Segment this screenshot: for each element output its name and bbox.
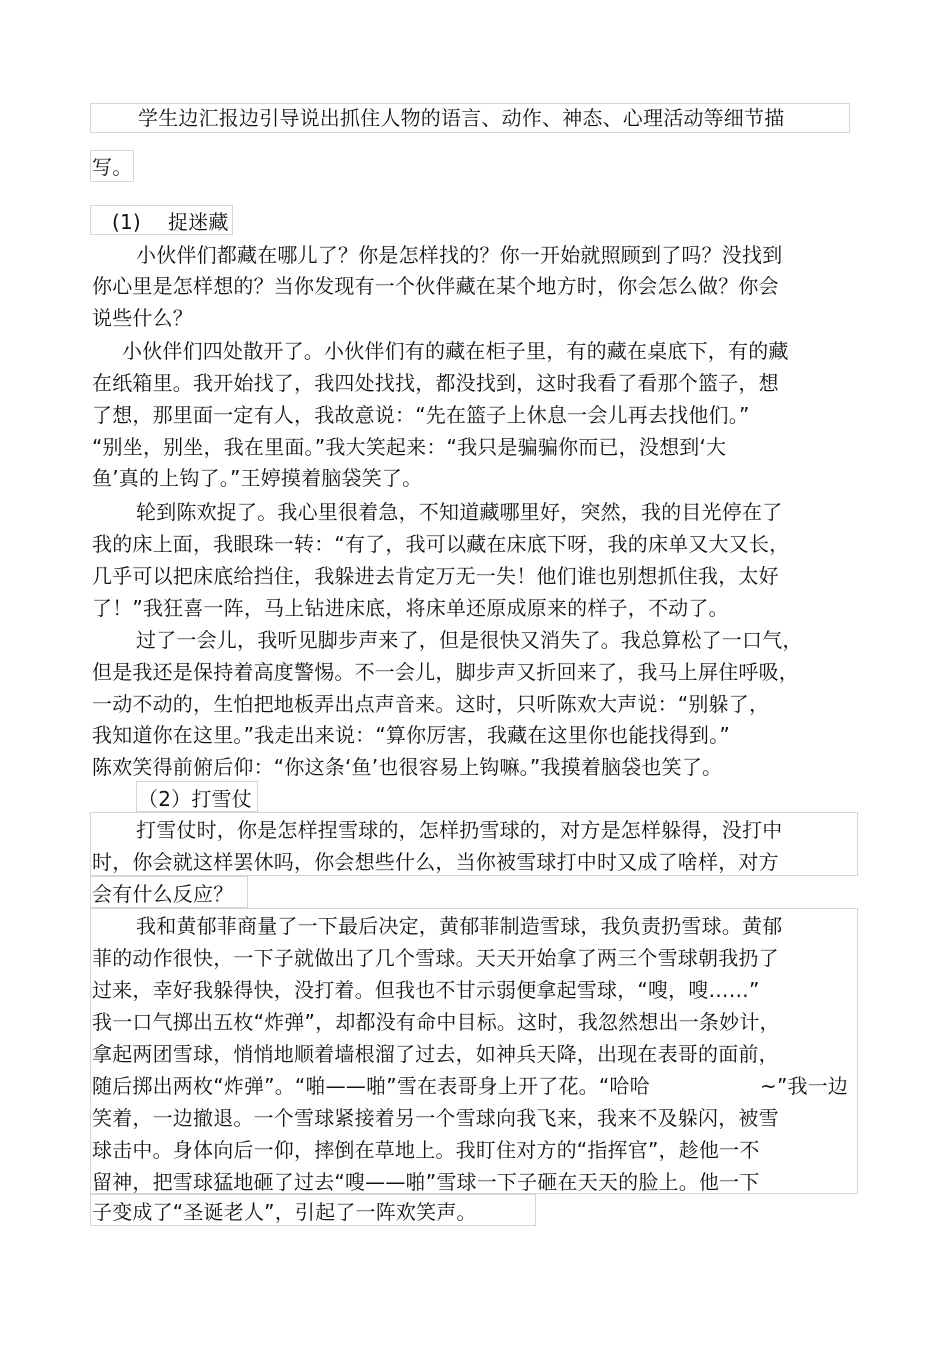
section1-para3-line: 我知道你在这里。”我走出来说：“算你厉害，我藏在这里你也能找得到。”	[92, 723, 730, 747]
section2-para-line: 过来，幸好我躲得快，没打着。但我也不甘示弱便拿起雪球，“嗖，嗖……”	[92, 978, 760, 1002]
section2-para-line: 球击中。身体向后一仰，摔倒在草地上。我盯住对方的“指挥官”，趁他一不	[92, 1138, 760, 1162]
section2-para-line: 菲的动作很快，一下子就做出了几个雪球。天天开始拿了两三个雪球朝我扔了	[92, 946, 779, 970]
section1-para2-line: 轮到陈欢捉了。我心里很着急，不知道藏哪里好，突然，我的目光停在了	[136, 500, 783, 524]
intro-line: 写。	[92, 155, 133, 179]
section1-para2-line: 几乎可以把床底给挡住，我躲进去肯定万无一失！他们谁也别想抓住我，太好	[92, 564, 779, 588]
section2-para-line: 我一口气掷出五枚“炸弹”，却都没有命中目标。这时，我忽然想出一条妙计，	[92, 1010, 780, 1034]
section1-prompt-line: 你心里是怎样想的？当你发现有一个伙伴藏在某个地方时，你会怎么做？你会	[92, 274, 779, 298]
section1-para1-line: 鱼’真的上钩了。”王婷摸着脑袋笑了。	[92, 466, 423, 490]
section1-number: (1)	[112, 210, 141, 234]
section1-para2-line: 了！”我狂喜一阵，马上钻进床底，将床单还原成原来的样子，不动了。	[92, 596, 729, 620]
intro-line: 学生边汇报边引导说出抓住人物的语言、动作、神态、心理活动等细节描	[138, 106, 785, 130]
section2-para-line: ~”我一边	[760, 1074, 849, 1098]
section1-para2-line: 我的床上面，我眼珠一转：“有了，我可以藏在床底下呀，我的床单又大又长，	[92, 532, 790, 556]
section1-para1-line: 在纸箱里。我开始找了，我四处找找，都没找到，这时我看了看那个篮子，想	[92, 371, 779, 395]
section2-prompt-line: 时，你会就这样罢休吗，你会想些什么，当你被雪球打中时又成了啥样，对方	[92, 850, 779, 874]
section2-para-line: 拿起两团雪球，悄悄地顺着墙根溜了过去，如神兵天降，出现在表哥的面前，	[92, 1042, 779, 1066]
section2-heading: （2）打雪仗	[138, 787, 252, 811]
section1-para3-line: 一动不动的，生怕把地板弄出点声音来。这时，只听陈欢大声说：“别躲了，	[92, 692, 770, 716]
section2-prompt-line: 打雪仗时，你是怎样捏雪球的，怎样扔雪球的，对方是怎样躲得，没打中	[136, 818, 783, 842]
section1-para3-line: 但是我还是保持着高度警惕。不一会儿，脚步声又折回来了，我马上屏住呼吸，	[92, 660, 799, 684]
section2-para-line: 我和黄郁菲商量了一下最后决定，黄郁菲制造雪球，我负责扔雪球。黄郁	[136, 914, 783, 938]
section2-para-line: 留神，把雪球猛地砸了过去“嗖——啪”雪球一下子砸在天天的脸上。他一下	[92, 1170, 760, 1194]
section2-prompt-line: 会有什么反应？	[92, 882, 234, 906]
section1-title: 捉迷藏	[168, 210, 229, 234]
section1-prompt-line: 小伙伴们都藏在哪儿了？你是怎样找的？你一开始就照顾到了吗？没找到	[136, 243, 783, 267]
section1-prompt-line: 说些什么？	[92, 306, 193, 330]
section1-para1-line: 小伙伴们四处散开了。小伙伴们有的藏在柜子里，有的藏在桌底下，有的藏	[122, 339, 789, 363]
section1-para1-line: “别坐，别坐，我在里面。”我大笑起来：“我只是骗骗你而已，没想到‘大	[92, 435, 727, 459]
section1-para3-line: 陈欢笑得前俯后仰：“你这条‘鱼’也很容易上钩嘛。”我摸着脑袋也笑了。	[92, 755, 723, 779]
section2-para-line: 子变成了“圣诞老人”，引起了一阵欢笑声。	[92, 1200, 477, 1224]
section2-para-line: 笑着，一边撤退。一个雪球紧接着另一个雪球向我飞来，我来不及躲闪，被雪	[92, 1106, 779, 1130]
section1-para3-line: 过了一会儿，我听见脚步声来了，但是很快又消失了。我总算松了一口气，	[136, 628, 803, 652]
section1-para1-line: 了想，那里面一定有人，我故意说：“先在篮子上休息一会儿再去找他们。”	[92, 403, 750, 427]
section2-para-line: 随后掷出两枚“炸弹”。“啪——啪”雪在表哥身上开了花。“哈哈	[92, 1074, 650, 1098]
